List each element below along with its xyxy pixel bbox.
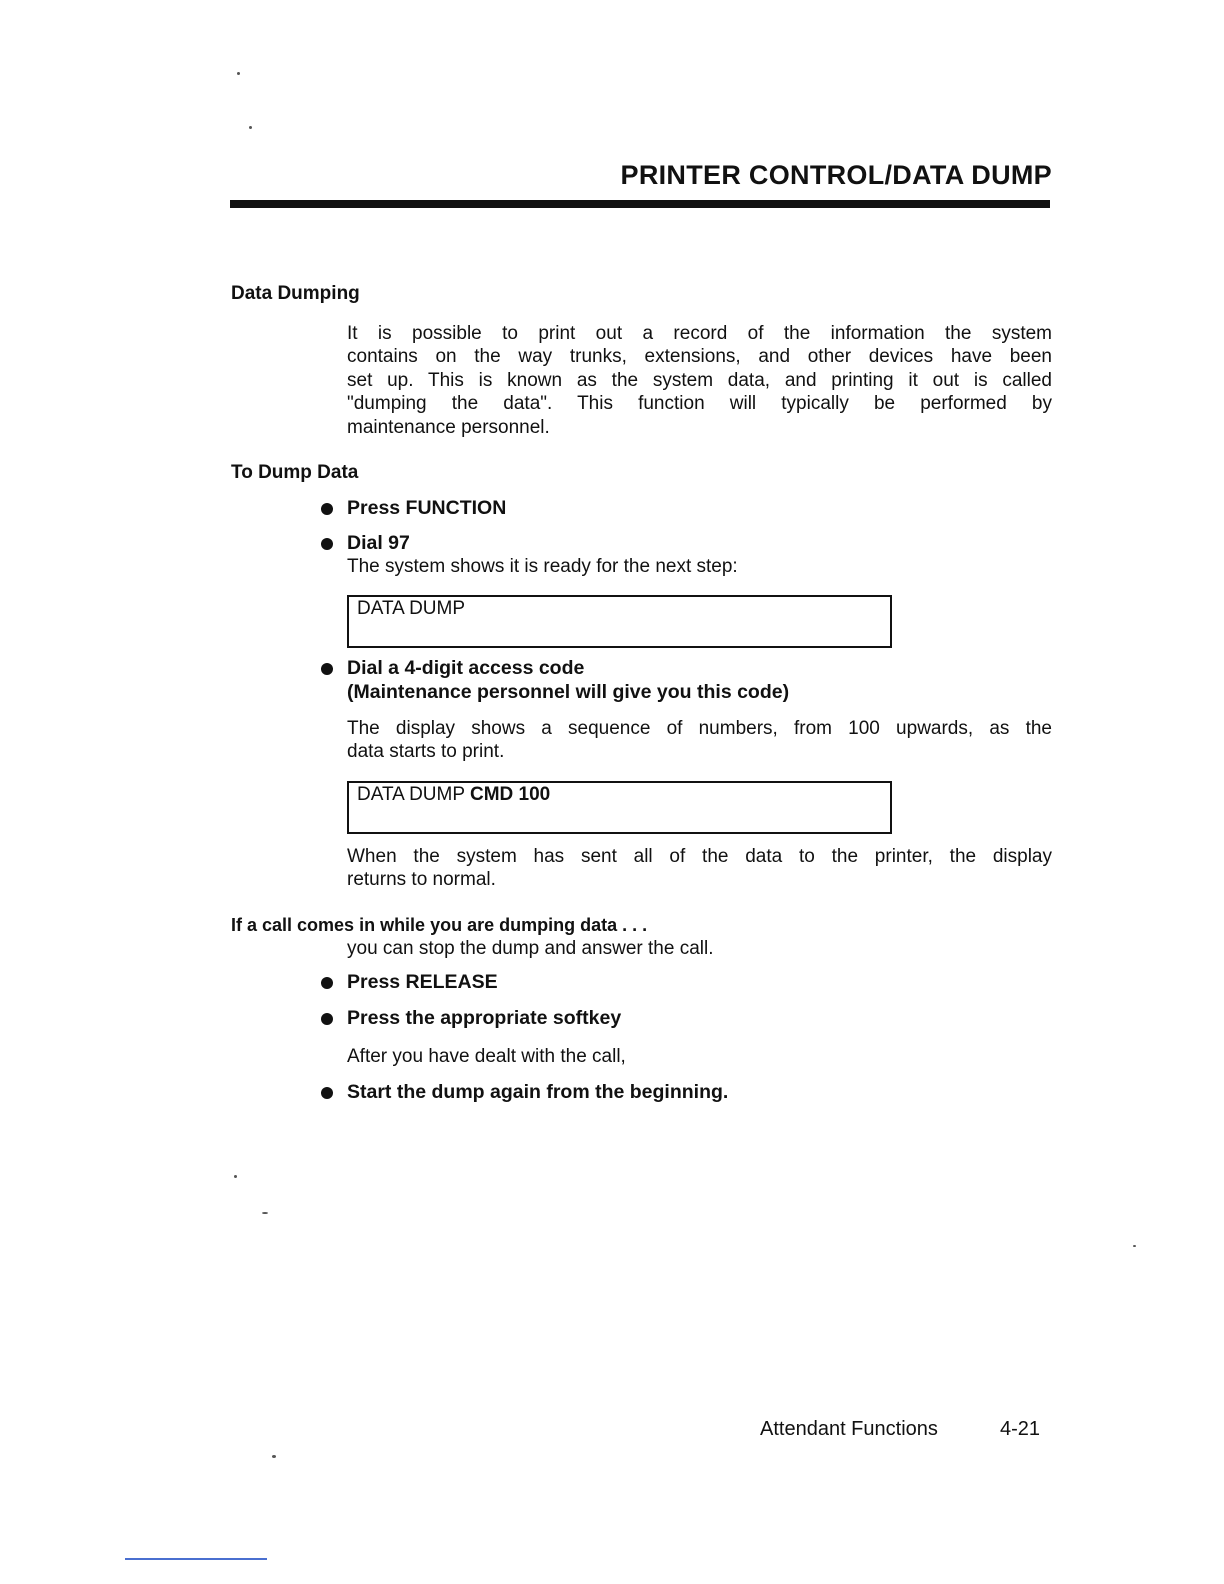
scan-speck	[237, 72, 240, 75]
page-title: PRINTER CONTROL/DATA DUMP	[620, 160, 1052, 190]
footer-section-name: Attendant Functions	[760, 1418, 938, 1440]
footer-page-number: 4-21	[1000, 1418, 1041, 1440]
scan-speck	[272, 1455, 276, 1458]
lcd-display-command: CMD 100	[469, 784, 551, 805]
section-heading-to-dump-data: To Dump Data	[231, 462, 359, 483]
lcd-display-box	[347, 781, 892, 834]
step-dial-97: Dial 97	[347, 532, 410, 554]
bullet-icon	[321, 1013, 333, 1025]
step-access-code-note: (Maintenance personnel will give you this code)	[347, 681, 790, 703]
paragraph-line: data starts to print.	[347, 741, 505, 762]
bullet-icon	[321, 1087, 333, 1099]
paragraph-line: maintenance personnel.	[347, 417, 550, 438]
step-press-function: Press FUNCTION	[347, 497, 507, 519]
paragraph-line: you can stop the dump and answer the call.	[347, 938, 714, 959]
bullet-icon	[321, 503, 333, 515]
bullet-icon	[321, 977, 333, 989]
scan-speck	[249, 126, 252, 129]
bullet-icon	[321, 538, 333, 550]
paragraph-line: When the system has sent all of the data to the printer, the display	[347, 846, 1052, 867]
paragraph-line: set up. This is known as the system data, and printing it out is called	[347, 370, 1052, 391]
lcd-display-text: DATA DUMP	[357, 784, 465, 805]
step-note: The system shows it is ready for the next step:	[347, 556, 738, 577]
paragraph-line: It is possible to print out a record of the information the system	[347, 323, 1052, 344]
lcd-display-text: DATA DUMP	[357, 598, 466, 619]
step-dial-access-code: Dial a 4-digit access code	[347, 657, 585, 679]
section-heading-call-interrupt: If a call comes in while you are dumping data . . .	[231, 915, 648, 935]
scan-speck	[234, 1175, 237, 1178]
paragraph-line: returns to normal.	[347, 869, 496, 890]
scan-speck	[262, 1212, 268, 1214]
section-heading-data-dumping: Data Dumping	[231, 283, 360, 304]
scan-speck	[1133, 1245, 1136, 1247]
header-rule	[230, 200, 1050, 208]
lcd-display-box	[347, 595, 892, 648]
step-press-softkey: Press the appropriate softkey	[347, 1007, 622, 1029]
paragraph-line: "dumping the data". This function will typically be performed by	[347, 393, 1052, 414]
paragraph-line: contains on the way trunks, extensions, and other devices have been	[347, 346, 1052, 367]
bullet-icon	[321, 663, 333, 675]
paragraph-line: The display shows a sequence of numbers, from 100 upwards, as the	[347, 718, 1052, 739]
paragraph-line: After you have dealt with the call,	[347, 1046, 626, 1067]
step-restart-dump: Start the dump again from the beginning.	[347, 1081, 729, 1103]
step-press-release: Press RELEASE	[347, 971, 498, 993]
scan-edge-line	[125, 1558, 267, 1560]
